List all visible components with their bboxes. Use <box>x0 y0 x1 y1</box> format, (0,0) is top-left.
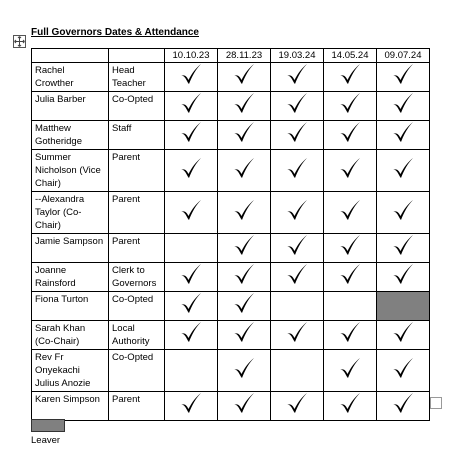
attendance-cell <box>271 63 324 92</box>
checkmark-icon <box>232 357 256 381</box>
checkmark-icon <box>179 392 203 416</box>
attendance-cell <box>324 192 377 234</box>
attendance-cell-empty <box>324 292 377 321</box>
attendance-cell <box>324 321 377 350</box>
checkmark-icon <box>232 263 256 287</box>
table-row <box>32 392 430 421</box>
attendance-cell <box>324 392 377 421</box>
governor-role: Co-Opted <box>109 350 165 392</box>
leaver-legend-swatch <box>31 419 65 432</box>
checkmark-icon <box>285 157 309 181</box>
checkmark-icon <box>232 292 256 316</box>
checkmark-icon <box>285 234 309 258</box>
attendance-cell <box>218 292 271 321</box>
attendance-cell <box>218 92 271 121</box>
checkmark-icon <box>338 121 362 145</box>
governor-role: Staff <box>109 121 165 150</box>
attendance-cell <box>165 263 218 292</box>
checkmark-icon <box>338 234 362 258</box>
governor-role: Parent <box>109 392 165 421</box>
checkmark-icon <box>285 263 309 287</box>
attendance-cell <box>324 92 377 121</box>
attendance-cell <box>165 121 218 150</box>
attendance-cell <box>377 92 430 121</box>
attendance-cell <box>218 263 271 292</box>
column-header <box>32 49 109 63</box>
governor-name: Fiona Turton <box>32 292 109 321</box>
governor-role: Parent <box>109 150 165 192</box>
governor-name: Julia Barber <box>32 92 109 121</box>
table-row <box>32 121 430 150</box>
attendance-cell <box>271 263 324 292</box>
checkmark-icon <box>338 321 362 345</box>
column-header: 28.11.23 <box>218 49 271 63</box>
attendance-cell <box>218 150 271 192</box>
governor-name: Joanne Rainsford <box>32 263 109 292</box>
checkmark-icon <box>232 63 256 87</box>
checkmark-icon <box>391 234 415 258</box>
attendance-cell <box>271 121 324 150</box>
checkmark-icon <box>338 63 362 87</box>
governor-role: Co-Opted <box>109 92 165 121</box>
attendance-cell <box>271 321 324 350</box>
checkmark-icon <box>391 121 415 145</box>
checkmark-icon <box>179 63 203 87</box>
attendance-cell-empty <box>271 292 324 321</box>
checkmark-icon <box>179 92 203 116</box>
attendance-cell <box>218 192 271 234</box>
attendance-cell-empty <box>165 350 218 392</box>
checkmark-icon <box>232 321 256 345</box>
attendance-cell <box>165 321 218 350</box>
checkmark-icon <box>338 263 362 287</box>
checkmark-icon <box>391 199 415 223</box>
checkmark-icon <box>179 199 203 223</box>
governor-name: Jamie Sampson <box>32 234 109 263</box>
attendance-cell <box>324 350 377 392</box>
attendance-cell <box>218 321 271 350</box>
attendance-cell <box>377 192 430 234</box>
table-row <box>32 63 430 92</box>
attendance-table <box>31 48 430 421</box>
attendance-cell <box>324 63 377 92</box>
checkmark-icon <box>179 321 203 345</box>
attendance-cell <box>165 392 218 421</box>
checkmark-icon <box>285 92 309 116</box>
checkmark-icon <box>232 392 256 416</box>
attendance-cell <box>271 192 324 234</box>
attendance-cell <box>324 263 377 292</box>
checkmark-icon <box>179 157 203 181</box>
checkmark-icon <box>285 321 309 345</box>
checkmark-icon <box>232 121 256 145</box>
attendance-cell <box>218 234 271 263</box>
table-row <box>32 234 430 263</box>
checkmark-icon <box>179 263 203 287</box>
governor-name: Karen Simpson <box>32 392 109 421</box>
checkmark-icon <box>232 92 256 116</box>
attendance-cell <box>165 192 218 234</box>
attendance-cell <box>271 150 324 192</box>
checkmark-icon <box>391 157 415 181</box>
column-header <box>109 49 165 63</box>
governor-role: Clerk to Governors <box>109 263 165 292</box>
attendance-cell-empty <box>271 350 324 392</box>
checkmark-icon <box>179 121 203 145</box>
checkmark-icon <box>285 199 309 223</box>
table-row <box>32 350 430 392</box>
governor-role: Co-Opted <box>109 292 165 321</box>
attendance-cell <box>271 92 324 121</box>
attendance-cell <box>324 150 377 192</box>
checkmark-icon <box>391 92 415 116</box>
table-move-handle-icon[interactable] <box>13 35 26 48</box>
attendance-cell <box>377 150 430 192</box>
table-row <box>32 192 430 234</box>
attendance-cell <box>218 63 271 92</box>
leaver-legend-label: Leaver <box>31 435 61 446</box>
attendance-cell <box>377 392 430 421</box>
checkmark-icon <box>391 63 415 87</box>
column-header: 09.07.24 <box>377 49 430 63</box>
governor-name: Sarah Khan (Co-Chair) <box>32 321 109 350</box>
governor-name: Rev Fr Onyekachi Julius Anozie <box>32 350 109 392</box>
checkmark-icon <box>338 92 362 116</box>
attendance-cell <box>271 392 324 421</box>
attendance-cell <box>218 350 271 392</box>
attendance-cell <box>377 263 430 292</box>
column-header: 10.10.23 <box>165 49 218 63</box>
column-header: 14.05.24 <box>324 49 377 63</box>
attendance-cell-empty <box>165 234 218 263</box>
checkmark-icon <box>338 199 362 223</box>
attendance-cell <box>377 63 430 92</box>
checkmark-icon <box>285 392 309 416</box>
attendance-cell <box>324 121 377 150</box>
table-resize-handle[interactable] <box>430 397 442 409</box>
attendance-cell <box>324 234 377 263</box>
checkmark-icon <box>232 234 256 258</box>
governor-name: Summer Nicholson (Vice Chair) <box>32 150 109 192</box>
governor-name: Matthew Gotheridge <box>32 121 109 150</box>
governor-role: Parent <box>109 234 165 263</box>
attendance-cell <box>165 292 218 321</box>
attendance-cell <box>165 63 218 92</box>
table-row <box>32 292 430 321</box>
header-row <box>32 49 430 63</box>
attendance-cell <box>377 234 430 263</box>
checkmark-icon <box>391 263 415 287</box>
governor-role: Parent <box>109 192 165 234</box>
attendance-cell <box>165 150 218 192</box>
table-row <box>32 92 430 121</box>
attendance-cell <box>377 121 430 150</box>
attendance-cell <box>218 121 271 150</box>
table-row <box>32 150 430 192</box>
attendance-cell <box>165 92 218 121</box>
column-header: 19.03.24 <box>271 49 324 63</box>
checkmark-icon <box>391 321 415 345</box>
checkmark-icon <box>338 157 362 181</box>
attendance-cell <box>377 350 430 392</box>
checkmark-icon <box>179 292 203 316</box>
table-body <box>32 63 430 421</box>
checkmark-icon <box>391 392 415 416</box>
checkmark-icon <box>232 157 256 181</box>
attendance-cell <box>218 392 271 421</box>
checkmark-icon <box>285 121 309 145</box>
table-row <box>32 263 430 292</box>
governor-name: --Alexandra Taylor (Co-Chair) <box>32 192 109 234</box>
table-row <box>32 321 430 350</box>
checkmark-icon <box>338 357 362 381</box>
checkmark-icon <box>338 392 362 416</box>
governor-name: Rachel Crowther <box>32 63 109 92</box>
checkmark-icon <box>391 357 415 381</box>
checkmark-icon <box>232 199 256 223</box>
leaver-cell <box>377 292 430 321</box>
document-title: Full Governors Dates & Attendance <box>31 27 199 38</box>
governor-role: Local Authority <box>109 321 165 350</box>
attendance-cell <box>377 321 430 350</box>
attendance-cell <box>271 234 324 263</box>
governor-role: Head Teacher <box>109 63 165 92</box>
checkmark-icon <box>285 63 309 87</box>
